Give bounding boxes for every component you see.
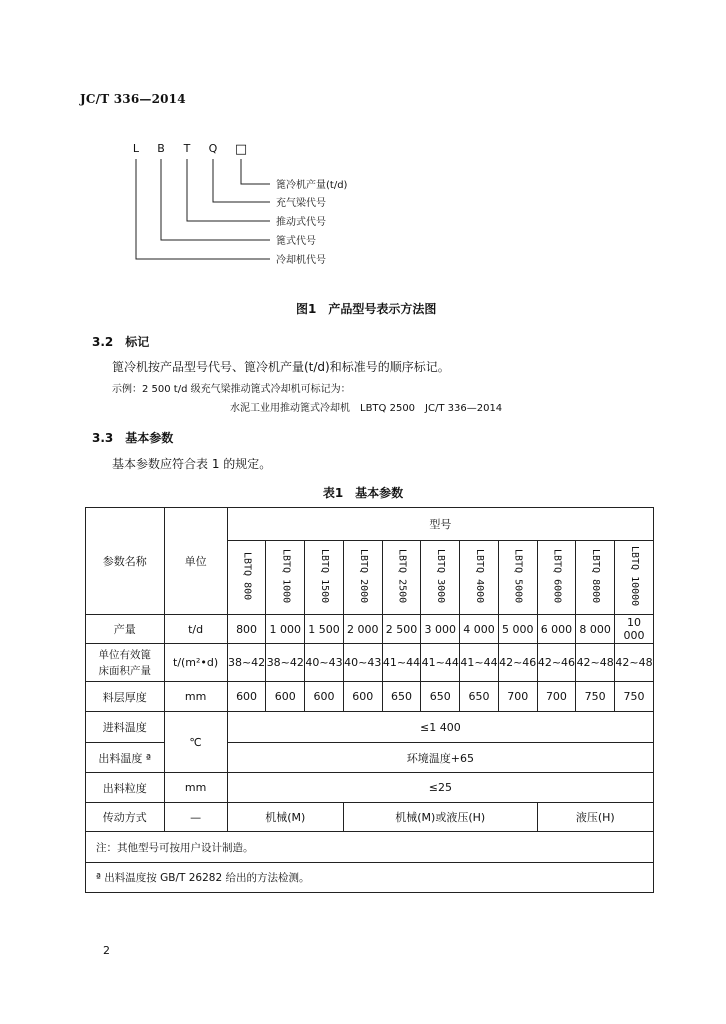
model-label: LBTQ 800 [241, 551, 253, 601]
model-header-cell [498, 541, 537, 615]
bed-depth-value: 750 [615, 682, 654, 712]
header-unit: 单位 [164, 508, 227, 615]
output-value: 2 500 [382, 615, 421, 644]
bed-depth-value: 750 [576, 682, 615, 712]
bed-depth-value: 650 [460, 682, 499, 712]
marking-paragraph: 篦冷机按产品型号代号、篦冷机产量(t/d)和标准号的顺序标记。 [112, 360, 450, 374]
marking-example-designation: 水泥工业用推动篦式冷却机 LBTQ 2500 JC/T 336—2014 [230, 403, 503, 414]
standard-number-header: JC/T 336—2014 [80, 92, 186, 106]
specific-output-value: 42~46 [537, 644, 576, 682]
model-header-cell [305, 541, 344, 615]
section-3-2-heading: 3.2 标记 [92, 335, 150, 349]
model-label: LBTQ 10000 [629, 545, 641, 607]
marking-example: 示例：2 500 t/d 级充气梁推动篦式冷却机可标记为： [112, 384, 351, 395]
model-label: LBTQ 2000 [357, 548, 369, 604]
diagram-letter-l: L [132, 142, 140, 155]
diagram-box-symbol: □ [234, 142, 248, 157]
model-header-cell [266, 541, 305, 615]
output-value: 2 000 [343, 615, 382, 644]
unit-output: t/d [164, 615, 227, 644]
unit-outlet-size: mm [164, 773, 227, 803]
diagram-letter-q: Q [208, 142, 218, 155]
specific-output-value: 41~44 [382, 644, 421, 682]
specific-output-value: 40~43 [343, 644, 382, 682]
basic-parameters-table [85, 507, 654, 893]
page-number: 2 [103, 944, 110, 957]
model-header-cell [576, 541, 615, 615]
model-header-cell [227, 541, 266, 615]
diagram-label-cooler: 冷却机代号 [276, 255, 326, 266]
row-label-drive: 传动方式 [86, 803, 165, 832]
output-value: 3 000 [421, 615, 460, 644]
diagram-label-push-type: 推动式代号 [276, 217, 326, 228]
specific-output-value: 41~44 [460, 644, 499, 682]
specific-output-value: 38~42 [227, 644, 266, 682]
specific-output-label-line2: 床面积产量 [98, 664, 151, 677]
diagram-letter-b: B [157, 142, 165, 155]
model-header-cell [537, 541, 576, 615]
specific-output-value: 38~42 [266, 644, 305, 682]
unit-drive: — [164, 803, 227, 832]
diagram-label-grate-type: 篦式代号 [276, 236, 316, 247]
output-value: 5 000 [498, 615, 537, 644]
specific-output-value: 40~43 [305, 644, 344, 682]
drive-mechanical-or-hydraulic: 机械(M)或液压(H) [343, 803, 537, 832]
model-header-cell [343, 541, 382, 615]
table-caption: 表1 基本参数 [322, 486, 404, 500]
row-label-output: 产量 [86, 615, 165, 644]
model-label: LBTQ 2500 [396, 548, 408, 604]
unit-bed-depth: mm [164, 682, 227, 712]
bed-depth-value: 600 [227, 682, 266, 712]
diagram-label-output: 篦冷机产量(t/d) [276, 180, 348, 191]
output-value: 1 000 [266, 615, 305, 644]
specific-output-value: 41~44 [421, 644, 460, 682]
figure-caption: 图1 产品型号表示方法图 [296, 302, 437, 316]
specific-output-value: 42~46 [498, 644, 537, 682]
diagram-letter-t: T [183, 142, 191, 155]
model-label: LBTQ 1000 [280, 548, 292, 604]
output-value: 8 000 [576, 615, 615, 644]
bed-depth-value: 600 [343, 682, 382, 712]
unit-specific-output: t/(m²•d) [164, 644, 227, 682]
output-value: 4 000 [460, 615, 499, 644]
row-label-outlet-temp: 出料温度 ª [86, 743, 165, 773]
output-value: 800 [227, 615, 266, 644]
output-value: 10 000 [615, 615, 654, 644]
model-header-cell [382, 541, 421, 615]
header-model: 型号 [227, 508, 653, 541]
bed-depth-value: 700 [537, 682, 576, 712]
model-header-cell [421, 541, 460, 615]
model-label: LBTQ 5000 [512, 548, 524, 604]
drive-hydraulic: 液压(H) [537, 803, 653, 832]
row-label-inlet-temp: 进料温度 [86, 712, 165, 743]
table-footnote: ª 出料温度按 GB/T 26282 给出的方法检测。 [86, 863, 654, 893]
specific-output-label-line1: 单位有效篦 [98, 648, 151, 661]
diagram-label-aerated-beam: 充气梁代号 [276, 198, 326, 209]
bed-depth-value: 600 [266, 682, 305, 712]
inlet-temp-value: ≤1 400 [227, 712, 653, 743]
specific-output-value: 42~48 [615, 644, 654, 682]
section-3-3-heading: 3.3 基本参数 [92, 431, 174, 445]
model-label: LBTQ 6000 [551, 548, 563, 604]
output-value: 6 000 [537, 615, 576, 644]
table-note: 注：其他型号可按用户设计制造。 [86, 832, 654, 863]
row-label-specific-output [86, 644, 165, 682]
model-label: LBTQ 1500 [319, 548, 331, 604]
model-header-cell [460, 541, 499, 615]
drive-mechanical: 机械(M) [227, 803, 343, 832]
bed-depth-value: 700 [498, 682, 537, 712]
output-value: 1 500 [305, 615, 344, 644]
row-label-outlet-size: 出料粒度 [86, 773, 165, 803]
specific-output-value: 42~48 [576, 644, 615, 682]
bed-depth-value: 650 [421, 682, 460, 712]
model-label: LBTQ 8000 [590, 548, 602, 604]
model-label: LBTQ 4000 [473, 548, 485, 604]
model-header-cell [615, 541, 654, 615]
outlet-size-value: ≤25 [227, 773, 653, 803]
model-code-diagram [120, 135, 380, 270]
bed-depth-value: 600 [305, 682, 344, 712]
bed-depth-value: 650 [382, 682, 421, 712]
header-param-name: 参数名称 [86, 508, 165, 615]
row-label-bed-depth: 料层厚度 [86, 682, 165, 712]
unit-temperature: ℃ [164, 712, 227, 773]
model-label: LBTQ 3000 [435, 548, 447, 604]
outlet-temp-value: 环境温度+65 [227, 743, 653, 773]
basic-params-paragraph: 基本参数应符合表 1 的规定。 [112, 457, 272, 471]
